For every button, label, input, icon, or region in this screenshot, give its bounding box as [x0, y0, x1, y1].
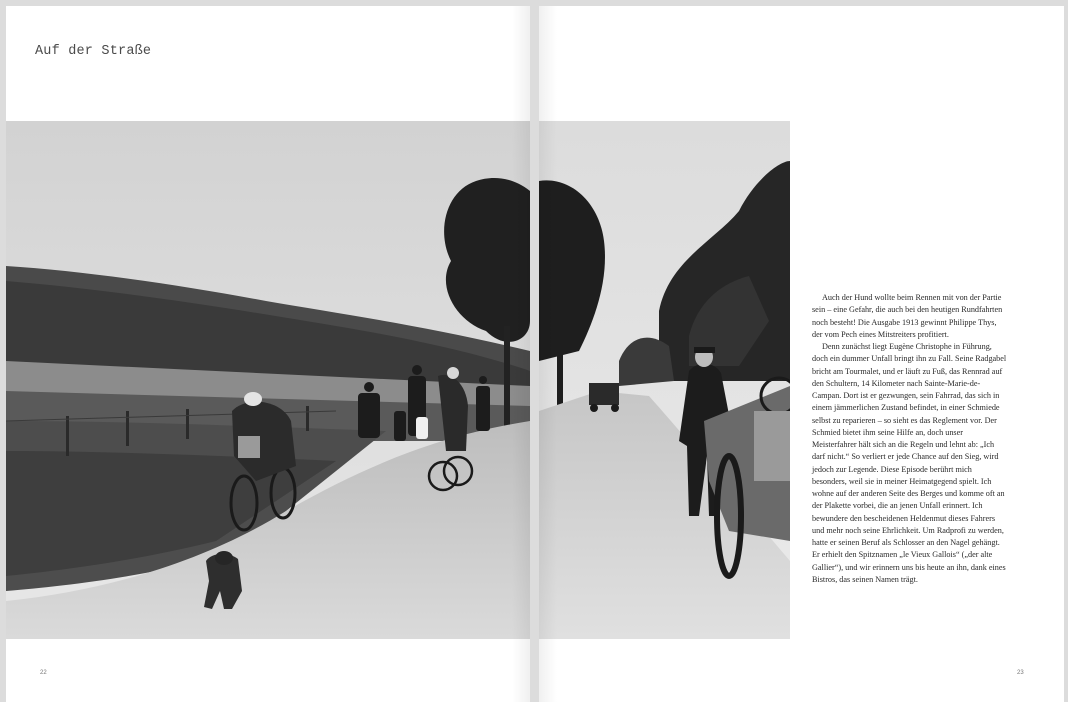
left-page — [6, 6, 530, 702]
page-number-left: 22 — [40, 670, 47, 676]
section-title: Auf der Straße — [35, 44, 152, 59]
gutter-shadow — [539, 6, 557, 702]
body-text — [812, 292, 1007, 586]
paragraph-2: Denn zunächst liegt Eugène Christophe in Führung, doch ein dummer Unfall bringt ihn zu Fall. Seine Radgabel bricht am Tourmalet, und er läuft zu Fuß, das Rennrad auf den Schultern, 14 Kilometer nach Sainte-Marie-de-Campan. Dort ist er gezwungen, sein Fahrrad, das sich in einem jämmerlichen Zustand befindet, in einer Schmiede selbst zu reparieren – so sieht es das Reglement vor. Der Schmied bietet ihm seine Hilfe an, doch unser Meisterfahrer hält sich an die Regeln und lehnt ab: „Ich darf nicht.“ So verliert er jede Chance auf den Sieg, wird jedoch zur Legende. Diese Episode berührt mich besonders, weil sie in meiner Heimatgegend spielt. Ich wohne auf der anderen Seite des Berges und komme oft an der Plakette vorbei, die an jenen Unfall erinnert. Ich bewundere den bescheidenen Heldenmut dieses Fahrers und mehr noch seine Ehrlichkeit. Um Radprofi zu werden, hatte er seinen Beruf als Schlosser an den Nagel gehängt. Er erhielt den Spitznamen „le Vieux Gallois“ („der alte Gallier“), und wir erinnern uns bis heute an ihn, dank eines Bistros, das seinen Namen trägt. — [812, 342, 1007, 584]
page-number-right: 23 — [1017, 670, 1024, 676]
cyclists-photo — [6, 121, 530, 639]
paragraph-1: Auch der Hund wollte beim Rennen mit von der Partie sein – eine Gefahr, die auch bei den heutigen Rundfahrten noch besteht! Die Ausgabe 1913 gewinnt Philippe Thys, der vom Pech eines Mitstreiters profitiert. — [812, 293, 1003, 339]
automobile-photo — [539, 121, 790, 639]
right-page — [539, 6, 1064, 702]
gutter-shadow — [512, 6, 530, 702]
